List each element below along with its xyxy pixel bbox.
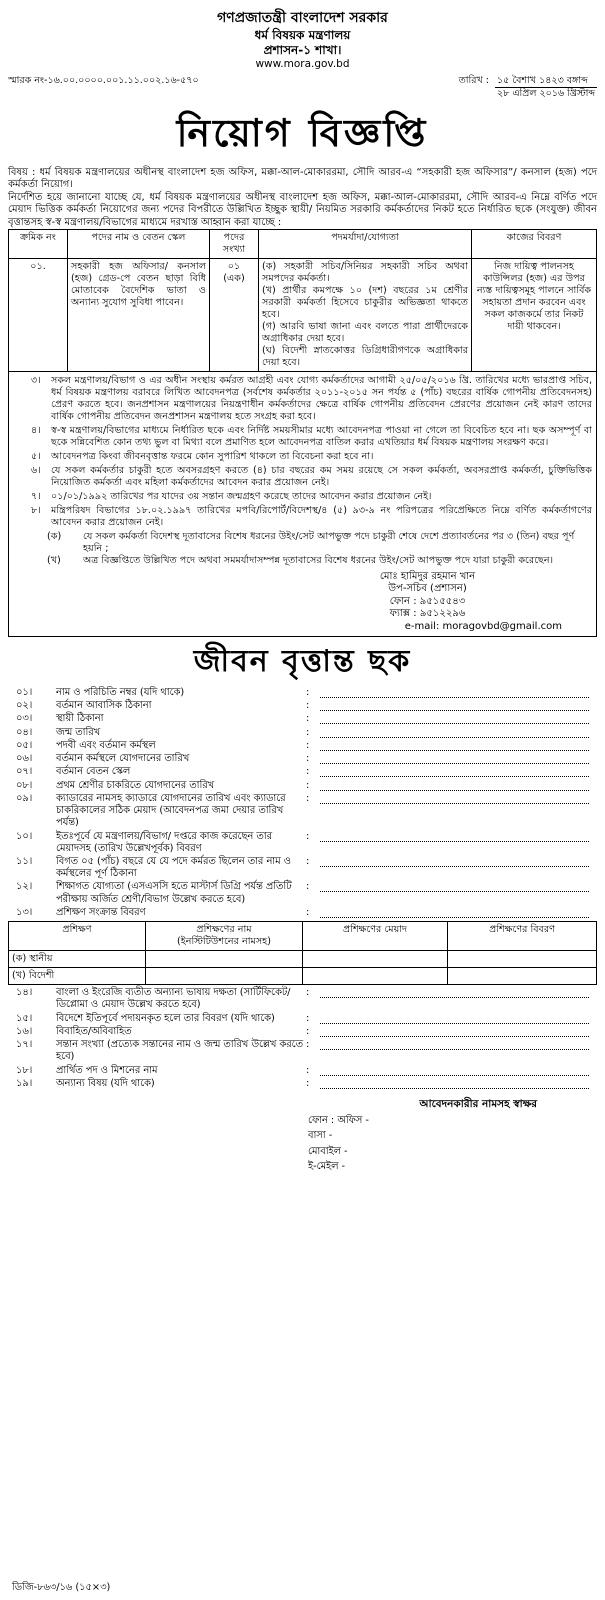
govt-name: গণপ্রজাতন্ত্রী বাংলাদেশ সরকার xyxy=(217,10,388,26)
col-work: কাজের বিবরণ xyxy=(472,230,597,259)
date-english: ২৮ এপ্রিল ২০১৬ খ্রিস্টাব্দ xyxy=(496,87,595,99)
row-work: নিজ দায়িত্ব পালনসহ কাউন্সিলর (হজ) এর উপর ন্যস্ত দায়িত্বসমূহ পালনে সার্বিক সহায়তা প্রদান করবেন এবং সকল কাজকর্মে তার নিকট দায়ী থাকবেন। xyxy=(472,259,597,372)
cv-fill-line[interactable] xyxy=(320,1078,589,1089)
cv-item: ০৩। স্থায়ী ঠিকানা : xyxy=(8,713,597,725)
col-post: পদের নাম ও বেতন স্কেল xyxy=(68,230,210,259)
footer-code: ডিজি-৮৬৩/১৬ (১৫×৩) xyxy=(12,1581,111,1593)
applicant-contact xyxy=(308,1115,597,1173)
contact-phone-office: ফোন : অফিস - xyxy=(308,1115,369,1127)
cv-fill-line[interactable] xyxy=(320,881,589,892)
cv-item: ০১। নাম ও পরিচিতি নম্বর (যদি থাকে) : xyxy=(8,687,597,699)
row-count: ০১ (এক) xyxy=(210,259,259,372)
training-table xyxy=(8,921,597,985)
post-table-row xyxy=(9,259,597,372)
subnote-item: (ক) যে সকল কর্মকর্তা বিদেশস্থ দূতাবাসের বিশেষ ধরনের উইং/সেট আপভুক্ত পদে চাকুরী শেষে দেশে প্রত্যাবর্তনের পর ৩ (তিন) বছর পূর্ণ হয়নি ; xyxy=(47,531,575,554)
note-item: ৮। মন্ত্রিপরিষদ বিভাগের ১৮.০২.১৯৯৭ তারিখের মপবি/রিপোর্ট/বিদেশস্থ/৪ (৫) ৯৩-৯ নং পরিপত্রের পরিপ্রেক্ষিতে নিম্নে বর্ণিত কর্মকর্তাগণের আবেদন করার প্রয়োজন নেই। xyxy=(31,505,592,529)
note-item: ৭। ০১/০১/১৯৯২ তারিখের পর যাদের ৩য় সন্তান জন্মগ্রহণ করেছে তাদের আবেদন করার প্রয়োজন নেই। xyxy=(31,491,432,503)
cv-fill-line[interactable] xyxy=(320,831,589,842)
applicant-signature-label: আবেদনকারীর নামসহ স্বাক্ষর xyxy=(419,1098,537,1111)
cv-title: জীবন বৃত্তান্ত ছক xyxy=(193,644,412,680)
subnote-item: (খ) অত্র বিজ্ঞপ্তিতে উল্লিখিত পদে অথবা সমমর্যাদাসম্পন্ন দূতাবাসের বিশেষ ধরনের উইং/সেট আপভুক্ত পদে যারা চাকুরী করেছেন। xyxy=(47,554,554,566)
post-table-header xyxy=(9,230,597,259)
notes-box xyxy=(8,372,597,637)
cv-fill-line[interactable] xyxy=(320,987,589,998)
cv-item: ০২। বর্তমান আবাসিক ঠিকানা : xyxy=(8,700,597,712)
cv-item: ১৮। প্রার্থিত পদ ও মিশনের নাম : xyxy=(8,1065,597,1077)
training-header: প্রশিক্ষণ প্রশিক্ষণের নাম (ইনস্টিটিউশনের নামসহ) প্রশিক্ষণের মেয়াদ প্রশিক্ষণের বিবরণ xyxy=(9,922,597,951)
branch-name: প্রশাসন-১ শাখা। xyxy=(263,42,342,57)
signatory-email[interactable]: e-mail: moragovbd@gmail.com xyxy=(404,620,562,632)
signatory-name: মোঃ হামিদুর রহমান খান xyxy=(379,570,476,582)
cv-fill-line[interactable] xyxy=(320,1039,589,1050)
cv-item: ০৬। বর্তমান কর্মস্থলে যোগদানের তারিখ : xyxy=(8,753,597,765)
cv-fill-line[interactable] xyxy=(320,856,589,867)
row-post: সহকারী হজ অফিসার/ কনসাল (হজ) গ্রেড-পে বেতন ছাড়া বিধি মোতাবেক বৈদেশিক ভাতা ও অন্যান্য সুযোগ সুবিধা পাবেন। xyxy=(68,259,210,372)
note-item: ৫। আবেদনপত্র কিংবা জীবনবৃত্তান্ত ফরমে কোন সুপারিশ থাকলে তা বিবেচনা করা হবে না। xyxy=(31,451,374,463)
cv-item: ১৯। অন্যান্য বিষয় (যদি থাকে) : xyxy=(8,1078,597,1090)
note-item: ৬। যে সকল কর্মকর্তার চাকুরী হতে অবসরগ্রহণ করতে (৪) চার বছরের কম সময় রয়েছে সে সকল কর্মকর্তা, অবসরপ্রাপ্ত কর্মকর্তা, চুক্তিভিত্তিক নিয়োজিত কর্মকর্তা এবং মহিলা কর্মকর্তাদের আবেদন করার প্রয়োজন নেই। xyxy=(31,465,592,489)
contact-mobile: মোবাইল - xyxy=(308,1145,348,1157)
col-count: পদের সংখ্যা xyxy=(210,230,259,259)
cv-fill-line[interactable] xyxy=(320,727,589,738)
website-link[interactable]: www.mora.gov.bd xyxy=(255,57,350,70)
cv-item: ১৬। বিবাহিত/অবিবাহিত : xyxy=(8,1026,597,1038)
date-label: তারিখ : xyxy=(458,74,489,86)
cv-item: ১২। শিক্ষাগত যোগ্যতা (এসএসসি হতে মাস্টার্স ডিগ্রি পর্যন্ত প্রতিটি পরীক্ষায় অর্জিত শ্রেণী/বিভাগ উল্লেখ করতে হবে) : xyxy=(8,881,597,905)
cv-item: ০৭। বর্তমান বেতন স্কেল : xyxy=(8,766,597,778)
cv-fill-line[interactable] xyxy=(320,907,589,918)
cv-fill-line[interactable] xyxy=(320,793,589,804)
cv-item: ০৪। জন্ম তারিখ : xyxy=(8,727,597,739)
cv-fill-line[interactable] xyxy=(320,740,589,751)
cv-items-a xyxy=(8,687,597,919)
ministry-name: ধর্ম বিষয়ক মন্ত্রণালয় xyxy=(254,27,351,42)
contact-home: বাসা - xyxy=(308,1130,333,1142)
note-item: ৪। স্ব-স্ব মন্ত্রণালয়/বিভাগের মাধ্যমে নির্ধারিত ছকে এবং নির্দিষ্ট সময়সীমার মধ্যে আবেদনপত্র পাওয়া না গেলে তা বিবেচিত হবে না। ছক অসম্পূর্ণ বা ছকে সন্নিবেশিত কোন তথ্য ভুল বা মিথ্যা বলে প্রমাণিত হলে আবেদনপত্র বাতিল করার এখতিয়ার ধর্ম বিষয়ক মন্ত্রণালয় সংরক্ষণ করে। xyxy=(31,425,592,449)
intro-paragraph: নির্দেশিত হয়ে জানানো যাচ্ছে যে, ধর্ম বিষয়ক মন্ত্রণালয়ের অধীনস্থ বাংলাদেশ হজ অফিস, মক্কা-আল-মোকাররমা, সৌদি আরব-এ নিম্নে বর্ণিত পদে মেয়াদ ভিত্তিক কর্মকর্তা নিয়োগের জন্য পদের বিপরীতে উল্লিখিত ইচ্ছুক স্থায়ী/ নিয়মিত সরকারি কর্মকর্তাদের নিকট হতে নির্ধারিত ছকে (সংযুক্ত) জীবন বৃত্তান্তসহ স্ব-স্ব মন্ত্রণালয়/বিভাগের মাধ্যমে দরখাস্ত আহ্বান করা যাচ্ছে : xyxy=(8,191,597,228)
col-qualification: পদমর্যাদা/যোগ্যতা xyxy=(259,230,472,259)
post-table xyxy=(8,229,597,372)
row-serial: ০১. xyxy=(9,259,68,372)
signature-block xyxy=(263,571,592,621)
date-block xyxy=(459,75,597,100)
cv-items-b xyxy=(8,987,597,1090)
cv-item: ১৫। বিদেশে ইতিপূর্বে পদায়নকৃত হলে তার বিবরণ (যদি থাকে) : xyxy=(8,1013,597,1025)
signatory-fax: ফ্যাক্স : ৯৫১২২৯৬ xyxy=(389,608,466,620)
cv-item: ১৪। বাংলা ও ইংরেজি ব্যতীত অন্যান্য ভাষায় দক্ষতা (সার্টিফিকেট/ডিপ্লোমা ও মেয়াদ উল্লেখ করতে হবে) : xyxy=(8,987,597,1011)
cv-item: ১১। বিগত ০৫ (পাঁচ) বছরে যে যে পদে কর্মরত ছিলেন তার নাম ও কর্মস্থলের পূর্ণ ঠিকানা : xyxy=(8,856,597,880)
cv-item: ০৫। পদবী এবং বর্তমান কর্মস্থল : xyxy=(8,740,597,752)
training-row: (খ) বিদেশী xyxy=(9,968,597,985)
contact-email: ই-মেইল - xyxy=(308,1160,346,1172)
cv-fill-line[interactable] xyxy=(320,753,589,764)
training-row: (ক) স্থানীয় xyxy=(9,951,597,968)
cv-fill-line[interactable] xyxy=(320,766,589,777)
signatory-phone: ফোন : ৯৫১৫৫৪৩ xyxy=(389,595,466,607)
subject-line: বিষয় : ধর্ম বিষয়ক মন্ত্রণালয়ের অধীনস্থ বাংলাদেশ হজ অফিস, মক্কা-আল-মোকাররমা, সৌদি আরব-এ “সহকারী হজ অফিসার”/ কনসাল (হজ) পদে কর্মকর্তা নিয়োগ। xyxy=(8,166,597,191)
memo-number: স্মারক নং-১৬.০০.০০০০.০০১.১১.০০২.১৬-৫৭০ xyxy=(8,74,199,86)
row-qualification: (ক) সহকারী সচিব/সিনিয়র সহকারী সচিব অথবা সমপদের কর্মকর্তা। (খ) প্রার্থীর কমপক্ষে ১০ (দশ) বছরের ১ম শ্রেণীর সরকারী কর্মকর্তা হিসেবে চাকুরীর অভিজ্ঞতা থাকতে হবে। (গ) আরবি ভাষা জানা এবং বলতে পারা প্রার্থীদেরকে অগ্রাধিকার দেয়া হবে। (ঘ) বিদেশী স্নাতকোত্তর ডিগ্রিধারীগণকে অগ্রাধিকার দেয়া হবে। xyxy=(259,259,472,372)
notice-title: নিয়োগ বিজ্ঞপ্তি xyxy=(176,110,429,156)
cv-fill-line[interactable] xyxy=(320,687,589,698)
cv-item: ০৯। ক্যাডারের নামসহ ক্যাডারে যোগদানের তারিখ এবং ক্যাডারে চাকরিকালের সঠিক মেয়াদ (আবেদনপত্র জমা দেয়ার তারিখ পর্যন্ত) : xyxy=(8,793,597,830)
col-serial: ক্রমিক নং xyxy=(9,230,68,259)
cv-fill-line[interactable] xyxy=(320,1065,589,1076)
date-bangla: ১৫ বৈশাখ ১৪২৩ বঙ্গাব্দ xyxy=(495,75,597,88)
cv-fill-line[interactable] xyxy=(320,700,589,711)
date-values xyxy=(495,75,597,100)
cv-fill-line[interactable] xyxy=(320,1013,589,1024)
cv-item: ১০। ইতঃপূর্বে যে মন্ত্রণালয়/বিভাগ/ দপ্তরে কাজ করেছেন তার মেয়াদসহ (তারিখ উল্লেখপূর্বক) বিবরণ : xyxy=(8,831,597,855)
signatory-designation: উপ-সচিব (প্রশাসন) xyxy=(388,583,467,595)
cv-fill-line[interactable] xyxy=(320,713,589,724)
cv-item: ০৮। প্রথম শ্রেণীর চাকরিতে যোগদানের তারিখ : xyxy=(8,780,597,792)
reference-row xyxy=(8,75,597,100)
cv-item: ১৭। সন্তান সংখ্যা (প্রত্যেক সন্তানের নাম ও জন্ম তারিখ উল্লেখ করতে হবে) : xyxy=(8,1039,597,1063)
note-item: ৩। সকল মন্ত্রণালয়/বিভাগ ও এর অধীন সংস্থায় কর্মরত আগ্রহী এবং যোগ্য কর্মকর্তাদের আগামী ২৫/০৫/২০১৬ খ্রি. তারিখের মধ্যে ভারপ্রাপ্ত সচিব, ধর্ম বিষয়ক মন্ত্রণালয় বরাবরে লিখিত আবেদনপত্র (সর্বশেষ কর্মকর্তার ২০১১-২০১৫ সন পর্যন্ত ৫ (পাঁচ) বছরের বার্ষিক গোপনীয় প্রতিবেদনসহ) প্রেরণ করতে হবে। জনপ্রশাসন মন্ত্রণালয়ের নিয়ন্ত্রণাধীন কর্মকর্তাদের ক্ষেত্রে বার্ষিক গোপনীয় প্রতিবেদন প্রেরণের প্রয়োজন নেই কারণ তাদের বার্ষিক গোপনীয় প্রতিবেদন জনপ্রশাসন মন্ত্রণালয় হতে সংগ্রহ করা হবে। xyxy=(31,375,592,423)
cv-item: ১৩। প্রশিক্ষণ সংক্রান্ত বিবরণ : xyxy=(8,907,597,919)
cv-fill-line[interactable] xyxy=(320,1026,589,1037)
cv-fill-line[interactable] xyxy=(320,780,589,791)
